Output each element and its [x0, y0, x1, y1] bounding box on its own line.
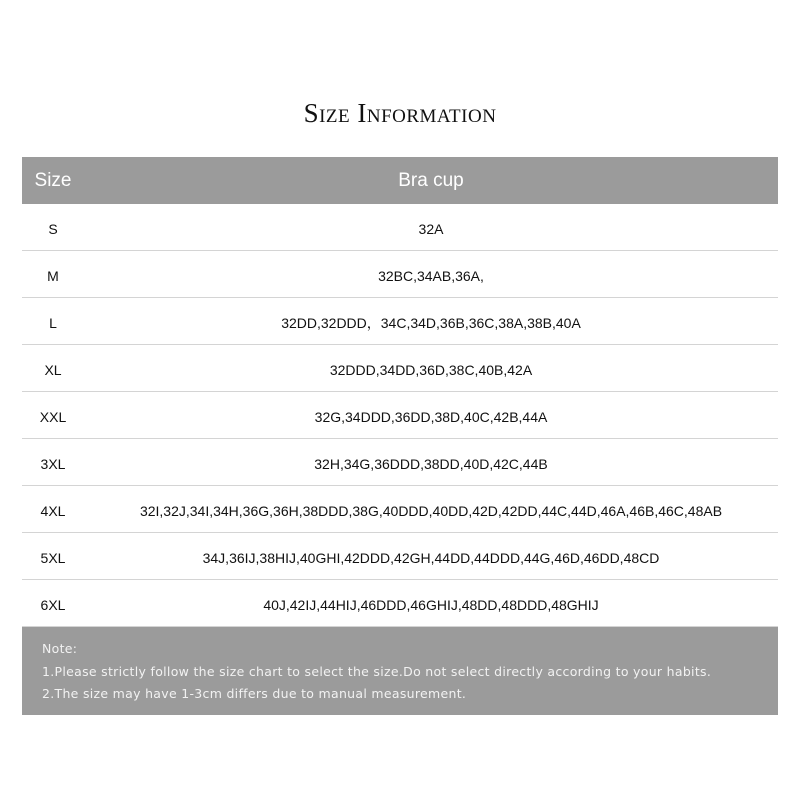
table-row	[22, 392, 778, 439]
size-cell: 4XL	[40, 503, 66, 519]
cup-cell: 32G,34DDD,36DD,38D,40C,42B,44A	[314, 409, 548, 425]
size-table	[22, 157, 778, 627]
cup-cell: 32DDD,34DD,36D,38C,40B,42A	[329, 362, 533, 378]
size-cell: S	[48, 221, 58, 237]
note-line-1: 1.Please strictly follow the size chart to select the size.Do not select directly according to your habits.	[42, 664, 712, 679]
size-cell: M	[47, 268, 59, 284]
table-row	[22, 533, 778, 580]
table-row	[22, 580, 778, 627]
size-cell: L	[49, 315, 57, 331]
page-title: Size Information	[303, 98, 497, 128]
table-row	[22, 204, 778, 251]
table-row	[22, 298, 778, 345]
table-row	[22, 345, 778, 392]
cup-cell: 32H,34G,36DDD,38DD,40D,42C,44B	[314, 456, 548, 472]
header-bra-cup: Bra cup	[398, 170, 464, 191]
cup-cell: 40J,42IJ,44HIJ,46DDD,46GHIJ,48DD,48DDD,48GHIJ	[263, 597, 599, 613]
note-line-2: 2.The size may have 1-3cm differs due to manual measurement.	[42, 686, 467, 701]
note-box	[22, 627, 778, 715]
size-cell: 6XL	[40, 597, 66, 613]
cup-cell: 32DD,32DDD，34C,34D,36B,36C,38A,38B,40A	[281, 315, 581, 331]
table-row	[22, 251, 778, 298]
size-cell: 5XL	[40, 550, 66, 566]
table-row	[22, 439, 778, 486]
cup-cell: 32BC,34AB,36A,	[378, 268, 484, 284]
header-size: Size	[34, 170, 72, 191]
size-cell: 3XL	[40, 456, 66, 472]
cup-cell: 34J,36IJ,38HIJ,40GHI,42DDD,42GH,44DD,44DDD,44G,46D,46DD,48CD	[202, 550, 660, 566]
table-row	[22, 486, 778, 533]
cup-cell: 32A	[418, 221, 444, 237]
cup-cell: 32I,32J,34I,34H,36G,36H,38DDD,38G,40DDD,40DD,42D,42DD,44C,44D,46A,46B,46C,48AB	[139, 503, 723, 519]
size-cell: XL	[44, 362, 62, 378]
table-header	[22, 157, 778, 204]
size-cell: XXL	[39, 409, 67, 425]
note-heading: Note:	[42, 641, 78, 656]
